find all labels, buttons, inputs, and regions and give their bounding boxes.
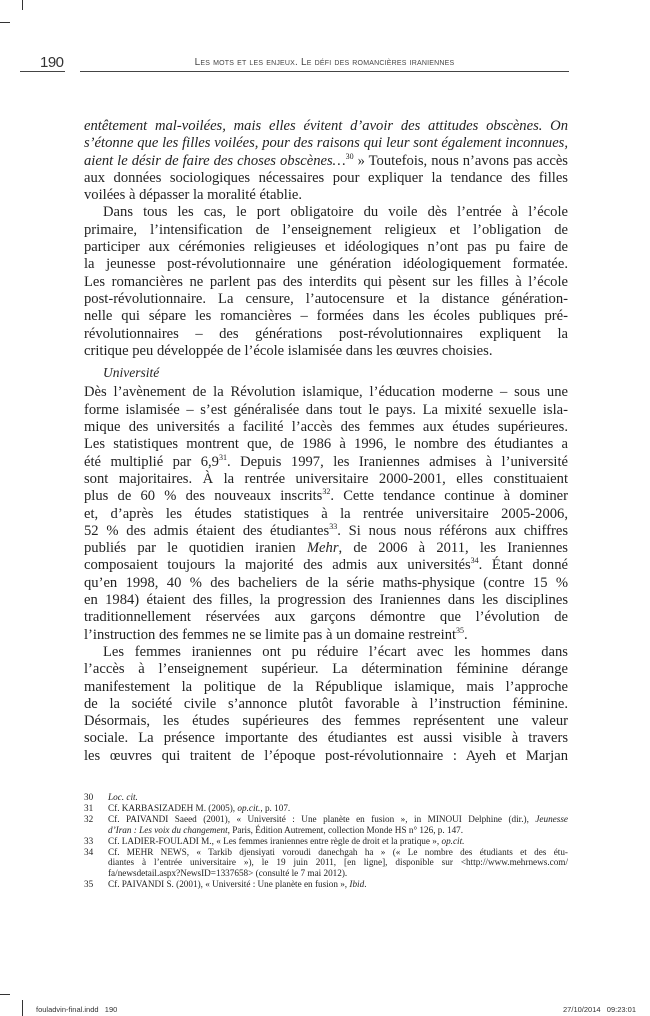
text-run: » Toutefois, nous n’avons pas accès (353, 152, 568, 169)
footnote-ref: 31 (218, 452, 227, 462)
footnote-number: 32 (84, 813, 94, 824)
text-run: diantes à l’entrée universitaire »), le 19 juin 2011, [en ligne], disponible sur <http://www.mehrnews.com/ (108, 857, 568, 868)
footnote-line (108, 792, 568, 803)
text-run: post-révolutionnaire. La censure, l’autocensure et la distance génération- (84, 290, 568, 307)
text-line (84, 540, 568, 557)
text-run: . Étant donné (478, 557, 568, 574)
text-run: d’Iran : Les voix du changement (108, 824, 228, 835)
text-run: nelle qui sépare les romancières – formées dans les écoles publiques pré- (84, 308, 568, 325)
text-run: et, d’après les études statistiques à la rentrée universitaire 2005-2006, (84, 505, 568, 522)
paragraph (84, 204, 568, 360)
text-run: Jeunesse (535, 813, 568, 824)
text-line (84, 627, 568, 644)
footnote-line (108, 868, 568, 879)
text-run: traditionnellement réservées aux garçons démontre que l’évolution de (84, 609, 568, 626)
text-line (84, 135, 568, 152)
text-line (84, 696, 568, 713)
text-run: Dans tous les cas, le port obligatoire du voile dès l’entrée à l’école (103, 204, 568, 221)
text-run: entêtement mal-voilées, mais elles évitent d’avoir des attitudes obscènes. On (84, 118, 568, 134)
text-run: Cf. KARBASIZADEH M. (2005), (108, 802, 238, 813)
text-line (84, 748, 568, 765)
footnote (84, 836, 568, 847)
body-text (84, 118, 568, 765)
footnote-text (108, 847, 568, 880)
text-run: été multiplié par 6,9 (84, 453, 219, 470)
text-run: , Paris, Édition Autrement, collection Monde HS n° 126, p. 147. (227, 824, 464, 835)
text-run: l’instruction des femmes ne se limite pas à un domaine restreint (84, 626, 457, 643)
text-run: . Cette tendance continue à dominer (330, 488, 568, 505)
footnote-line (108, 825, 568, 836)
text-line (84, 118, 568, 135)
text-run: 52 % des admis étaient des étudiantes (84, 522, 330, 539)
text-run: . (364, 879, 367, 890)
text-line (84, 644, 568, 661)
text-run: publiés par le quotidien iranien (84, 540, 307, 557)
paragraph (84, 118, 568, 204)
text-line (84, 609, 568, 626)
text-run: Les statistiques montrent que, de 1986 à 1996, le nombre des étudiantes a (84, 436, 568, 453)
footnote (84, 847, 568, 880)
text-run: , de 2006 à 2011, les Iraniennes (338, 540, 568, 557)
text-line (84, 153, 568, 170)
text-run: . Depuis 1997, les Iraniennes admises à l’université (226, 453, 569, 470)
crop-mark (22, 0, 23, 10)
text-run: sont majoritaires. À la rentrée universitaire 2000-2001, elles constituaient (84, 470, 568, 487)
text-run: voilées à dépasser la moralité établie. (84, 187, 303, 204)
text-run: en 1984) étaient des filles, la progression des Iraniennes dans les disciplines (84, 592, 568, 609)
text-line (84, 204, 568, 221)
footnote-text (108, 879, 568, 890)
text-run: Mehr (306, 540, 339, 557)
crop-mark (22, 1000, 23, 1016)
text-run: aient le désir de faire des choses obscènes… (84, 152, 346, 169)
footnote-ref: 30 (345, 151, 354, 161)
text-line (84, 239, 568, 256)
crop-mark (0, 22, 10, 23)
footnote-line (108, 857, 568, 868)
text-line (84, 730, 568, 747)
text-run: mique des universités a facilité l’accès des femmes aux études supérieures. (84, 419, 568, 436)
footnote-line (108, 836, 568, 847)
text-line (84, 308, 568, 325)
text-run: Ibid (349, 879, 365, 890)
text-run: qu’en 1998, 40 % des bacheliers de la série maths-physique (contre 15 % (84, 574, 568, 591)
page-number: 190 (40, 54, 64, 71)
text-run: forme islamisée – s’est généralisée dans tout le pays. La mixité sexuelle isla- (84, 401, 568, 418)
footnote-ref: 35 (456, 625, 465, 635)
text-run: op.cit. (441, 835, 465, 846)
text-run: Cf. LADIER-FOULADI M., « Les femmes iraniennes entre règle de droit et la pratique », (108, 835, 442, 846)
text-run: plus de 60 % des nouveaux inscrits (84, 488, 323, 505)
text-run: Les romancières ne parlent pas des interdits qui pèsent sur les filles à l’école (84, 273, 568, 290)
header-rule (80, 71, 569, 72)
text-line (84, 557, 568, 574)
text-line (84, 506, 568, 523)
footnote-text (108, 792, 568, 803)
text-run: les œuvres qui traitent de l’époque post-révolutionnaire : Ayeh et Marjan (84, 747, 568, 764)
footnote (84, 879, 568, 890)
text-line (84, 222, 568, 239)
text-run: op.cit. (237, 802, 261, 813)
footnote-ref: 33 (329, 521, 338, 531)
footnote-ref: 32 (322, 487, 331, 497)
text-line (84, 187, 568, 204)
footnote-text (108, 814, 568, 836)
text-run: primaire, l’intensification de l’enseignement religieux et l’obligation de (84, 221, 568, 238)
text-run: Cf. PAIVANDI S. (2001), « Université : Une planète en fusion », (108, 879, 350, 890)
footnote-line (108, 847, 568, 858)
text-line (84, 592, 568, 609)
footnotes (84, 792, 568, 890)
text-run: participer aux cérémonies religieuses et idéologiques n’ont pas pu faire de (84, 239, 568, 256)
text-line (84, 402, 568, 419)
text-line (84, 679, 568, 696)
text-line (84, 256, 568, 273)
paragraph (84, 384, 568, 643)
text-run: critique peu développée de l’école islamisée dans les œuvres choisies. (84, 342, 493, 359)
text-run: la jeunesse post-révolutionnaire une génération idéologiquement formatée. (84, 256, 568, 273)
text-line (84, 454, 568, 471)
footnote-line (108, 803, 568, 814)
text-run: Désormais, les études supérieures des femmes représentent une valeur (84, 713, 568, 730)
footnote-ref: 34 (470, 556, 479, 566)
text-line (84, 170, 568, 187)
text-run: . (464, 626, 468, 643)
footnote-text (108, 803, 568, 814)
text-line (84, 523, 568, 540)
text-run: Loc. cit. (108, 792, 138, 802)
text-run: manifestement la politique de la République islamique, mais l’approche (84, 678, 568, 695)
text-line (84, 713, 568, 730)
footnote-number: 34 (84, 846, 94, 857)
text-run: sociale. La présence importante des étudiantes est aussi visible à travers (84, 730, 568, 747)
text-line (84, 326, 568, 343)
footnote (84, 792, 568, 803)
text-line (84, 384, 568, 401)
footnote-number: 31 (84, 802, 94, 813)
text-run: , p. 107. (260, 802, 291, 813)
text-run: de la société civile s’annonce plutôt favorable à l’instruction féminine. (84, 695, 568, 712)
footnote-line (108, 814, 568, 825)
text-line (84, 471, 568, 488)
text-line (84, 488, 568, 505)
footnote (84, 803, 568, 814)
crop-mark (0, 994, 10, 995)
footnote-number: 30 (84, 792, 94, 802)
text-line (84, 419, 568, 436)
text-line (84, 575, 568, 592)
text-run: aux données sociologiques nécessaires pour expliquer la tendance des filles (84, 169, 568, 186)
section-heading: Université (103, 365, 160, 381)
text-line (84, 661, 568, 678)
footnote (84, 814, 568, 836)
text-run: révolutionnaires – des générations post-révolutionnaires expliquent la (84, 325, 568, 342)
text-run: fa/newsdetail.aspx?NewsID=1337658> (consulté le 7 mai 2012). (108, 868, 348, 879)
text-run: Cf. PAIVANDI Saeed (2001), « Université : Une planète en fusion », in MINOUI Delphine (dir.), (108, 813, 536, 824)
text-run: . Si nous nous référons aux chiffres (337, 522, 568, 539)
footnote-line (108, 879, 568, 890)
text-run: l’accès à l’enseignement supérieur. La détermination féminine dérange (84, 661, 568, 678)
footnote-text (108, 836, 568, 847)
text-run: Les femmes iraniennes ont pu réduire l’écart avec les hommes dans (103, 643, 568, 660)
slug-timestamp: 27/10/2014 09:23:01 (563, 1005, 636, 1014)
footnote-number: 35 (84, 879, 94, 890)
slug-filename: fouladvin-final.indd 190 (36, 1005, 118, 1014)
text-run: s’étonne que les filles voilées, pour des raisons qui leur sont également inconnues, (84, 135, 568, 152)
footnote-number: 33 (84, 835, 94, 846)
text-line (84, 436, 568, 453)
text-run: composaient toujours la majorité des admis aux universités (84, 557, 471, 574)
text-run: Dès l’avènement de la Révolution islamique, l’éducation moderne – sous une (84, 384, 568, 401)
paragraph (84, 644, 568, 765)
text-line (84, 291, 568, 308)
running-title: Les mots et les enjeux. Le défi des romancières iraniennes (194, 57, 455, 68)
text-line (84, 343, 568, 360)
header-rule (20, 71, 65, 72)
text-run: Cf. MEHR NEWS, « Tarkib djensiyati voroudi danechgah ha » (« Le nombre des étudiants et des étu- (108, 846, 568, 857)
text-line (84, 274, 568, 291)
